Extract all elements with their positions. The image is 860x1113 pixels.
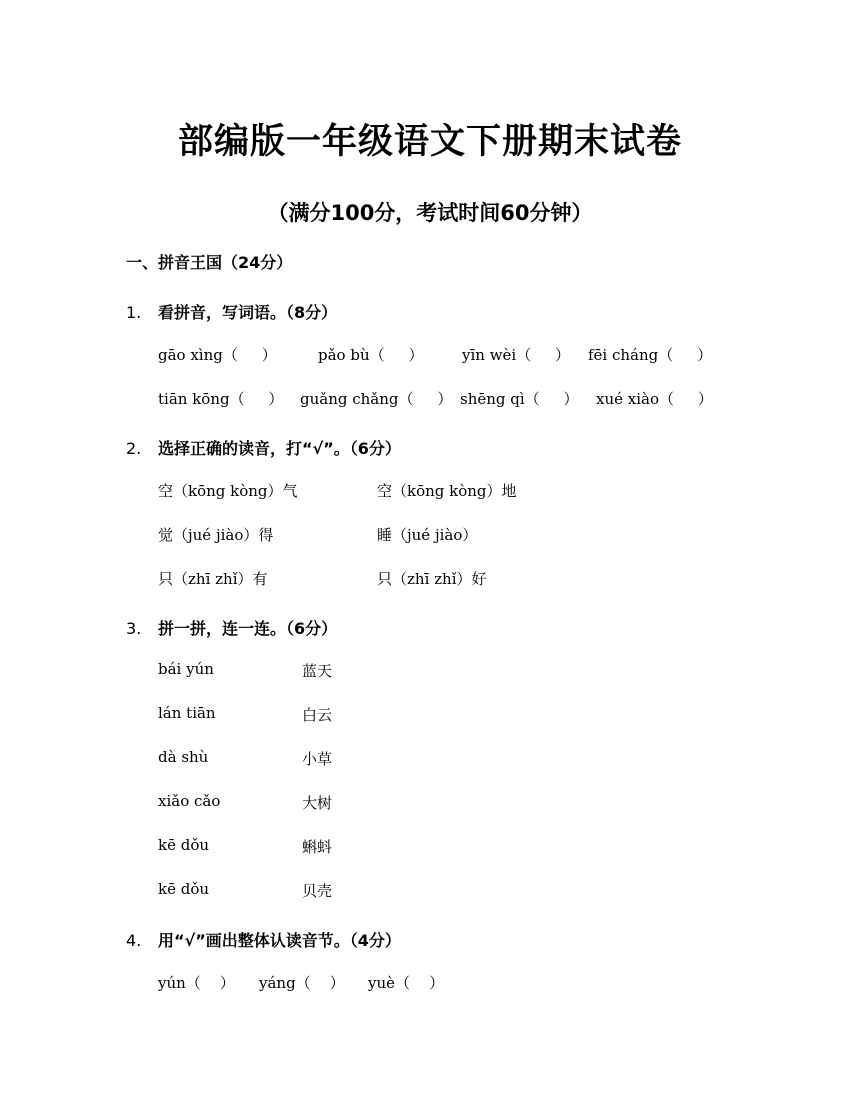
- question-number: 1.: [126, 303, 142, 322]
- match-word: 贝壳: [302, 882, 333, 900]
- page-title: 部编版一年级语文下册期末试卷: [177, 122, 682, 162]
- match-pinyin: lán tiān: [158, 704, 216, 722]
- reading-choice: 只（zhī zhǐ）有: [158, 570, 268, 588]
- syllable-blank: yún（ ）: [158, 974, 235, 992]
- question-4: [126, 928, 401, 951]
- reading-choice: 空（kōng kòng）地: [377, 482, 517, 500]
- pinyin-blank: pǎo bù（ ）: [318, 346, 424, 364]
- match-pinyin: kē dǒu: [158, 880, 210, 898]
- pinyin-blank: yīn wèi（ ）: [462, 346, 571, 364]
- question-text: 拼一拼，连一连。（6分）: [158, 619, 338, 638]
- question-3: [126, 616, 337, 639]
- section-heading-pinyin: 一、拼音王国（24分）: [126, 253, 293, 272]
- match-word: 大树: [302, 794, 333, 812]
- question-text: 用“√”画出整体认读音节。（4分）: [158, 931, 401, 950]
- reading-choice: 只（zhī zhǐ）好: [377, 570, 487, 588]
- match-pinyin: dà shù: [158, 748, 209, 766]
- question-number: 3.: [126, 619, 142, 638]
- question-text: 看拼音，写词语。（8分）: [158, 303, 338, 322]
- match-pinyin: xiǎo cǎo: [158, 792, 221, 810]
- pinyin-blank: fēi cháng（ ）: [588, 346, 713, 364]
- match-word: 蝌蚪: [302, 838, 333, 856]
- question-2: [126, 436, 401, 459]
- match-word: 蓝天: [302, 662, 333, 680]
- pinyin-blank: shēng qì（ ）: [460, 390, 579, 408]
- match-word: 白云: [302, 706, 333, 724]
- pinyin-blank: guǎng chǎng（ ）: [300, 390, 453, 408]
- syllable-blank: yáng（ ）: [259, 974, 345, 992]
- match-word: 小草: [302, 750, 333, 768]
- question-number: 2.: [126, 439, 142, 458]
- reading-choice: 觉（jué jiào）得: [158, 526, 274, 544]
- reading-choice: 睡（jué jiào）: [377, 526, 478, 544]
- match-pinyin: kē dǒu: [158, 836, 210, 854]
- question-text: 选择正确的读音，打“√”。（6分）: [158, 439, 401, 458]
- reading-choice: 空（kōng kòng）气: [158, 482, 298, 500]
- syllable-blank: yuè（ ）: [368, 974, 445, 992]
- match-pinyin: bái yún: [158, 660, 214, 678]
- pinyin-blank: gāo xìng（ ）: [158, 346, 277, 364]
- pinyin-blank: xué xiào（ ）: [596, 390, 713, 408]
- question-1: [126, 300, 337, 323]
- exam-subtitle: （满分100分，考试时间60分钟）: [267, 201, 593, 225]
- pinyin-blank: tiān kōng（ ）: [158, 390, 284, 408]
- question-number: 4.: [126, 931, 142, 950]
